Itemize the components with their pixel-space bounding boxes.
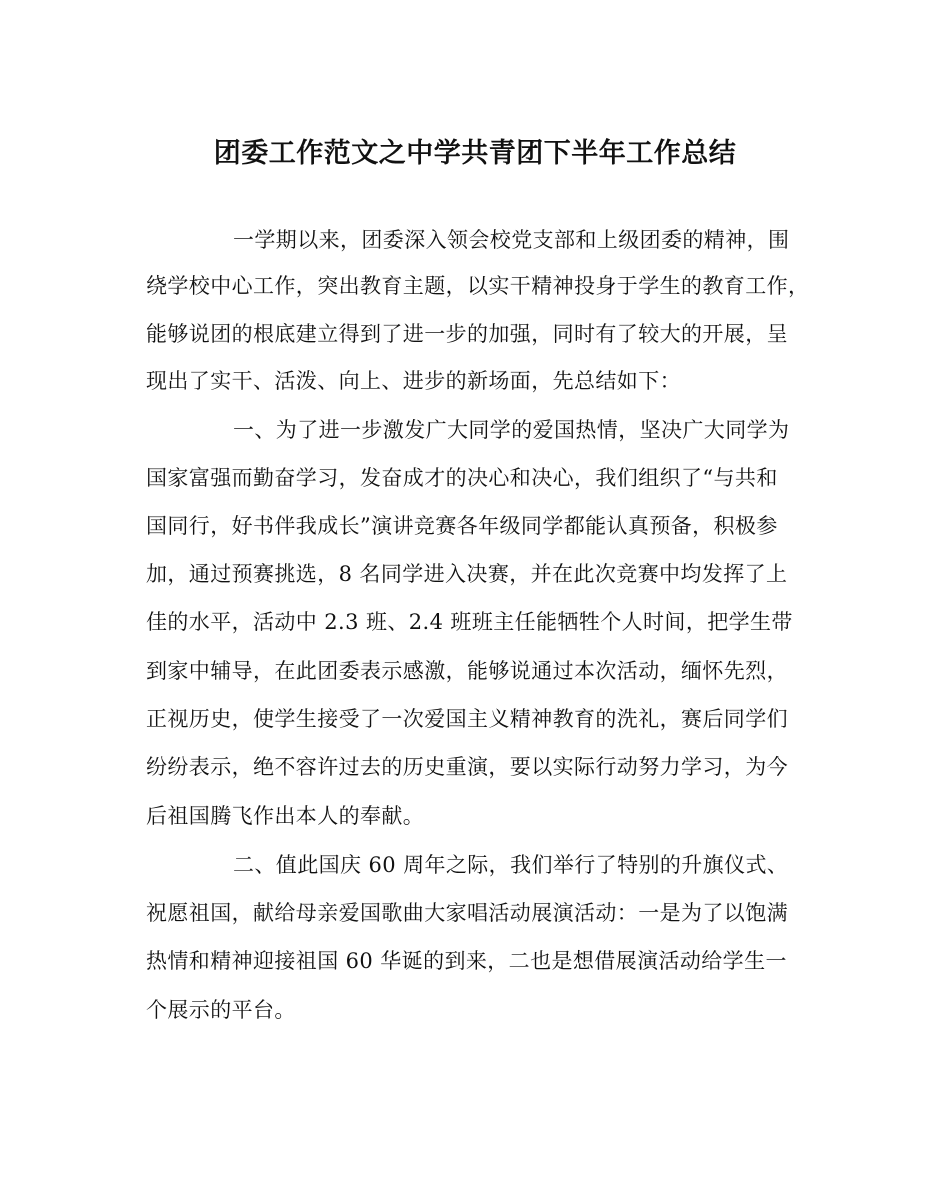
- paragraph-line: 热情和精神迎接祖国 60 华诞的到来，二也是想借展演活动给学生一: [146, 949, 787, 973]
- paragraph-line: 佳的水平，活动中 2.3 班、2.4 班班主任能牺牲个人时间，把学生带: [146, 610, 793, 634]
- paragraph-line: 国同行，好书伴我成长”演讲竞赛各年级同学都能认真预备，积极参: [146, 514, 778, 538]
- paragraph-line: 祝愿祖国，献给母亲爱国歌曲大家唱活动展演活动：一是为了以饱满: [146, 901, 788, 925]
- document-title: 团委工作范文之中学共青团下半年工作总结: [213, 138, 737, 169]
- paragraph-line: 国家富强而勤奋学习，发奋成才的决心和决心，我们组织了“与共和: [146, 466, 778, 490]
- paragraph-line: 一、为了进一步激发广大同学的爱国热情，坚决广大同学为: [233, 418, 790, 442]
- paragraph-line: 二、值此国庆 60 周年之际，我们举行了特别的升旗仪式、: [233, 853, 789, 877]
- paragraph-line: 到家中辅导，在此团委表示感激，能够说通过本次活动，缅怀先烈，: [146, 659, 788, 683]
- paragraph-line: 能够说团的根底建立得到了进一步的加强，同时有了较大的开展，呈: [146, 322, 788, 346]
- paragraph-line: 正视历史，使学生接受了一次爱国主义精神教育的洗礼，赛后同学们: [146, 707, 788, 731]
- paragraph-line: 一学期以来，团委深入领会校党支部和上级团委的精神，围: [233, 228, 790, 252]
- paragraph-line: 个展示的平台。: [146, 998, 296, 1022]
- paragraph-line: 现出了实干、活泼、向上、进步的新场面，先总结如下：: [146, 369, 681, 393]
- paragraph-line: 加，通过预赛挑选，8 名同学进入决赛，并在此次竞赛中均发挥了上: [146, 562, 788, 586]
- paragraph-line: 绕学校中心工作，突出教育主题，以实干精神投身于学生的教育工作，: [146, 274, 810, 298]
- paragraph-line: 后祖国腾飞作出本人的奉献。: [146, 804, 425, 828]
- paragraph-line: 纷纷表示，绝不容许过去的历史重演，要以实际行动努力学习，为今: [146, 755, 788, 779]
